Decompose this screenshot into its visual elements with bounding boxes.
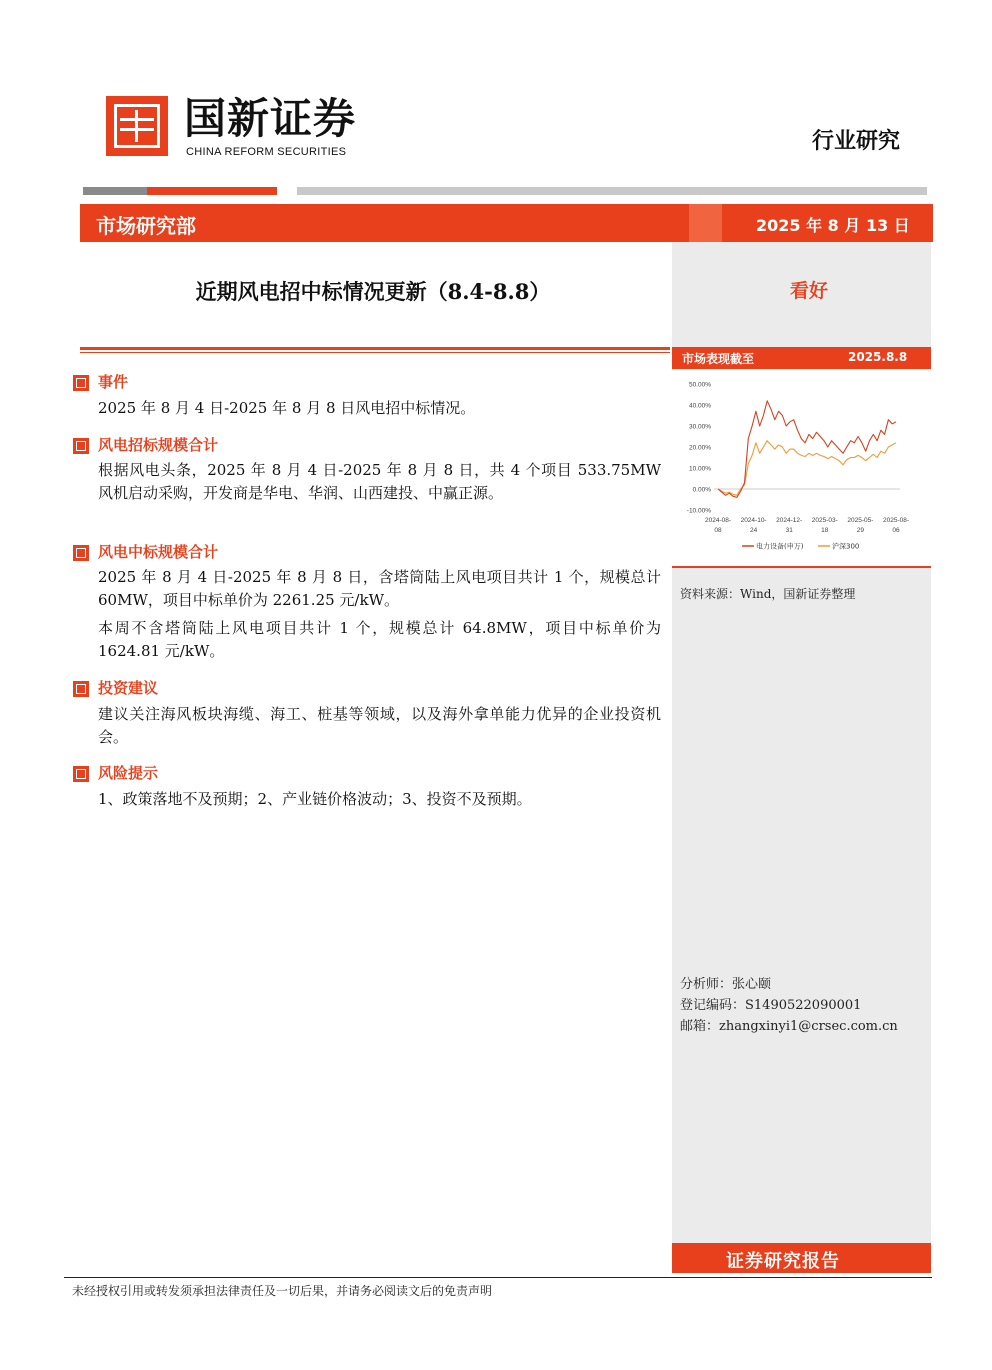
analyst-name: 分析师：张心颐 (680, 977, 772, 992)
x-tick-label: 2025-08- (882, 517, 910, 524)
title-rule (80, 347, 670, 350)
series-line (718, 401, 896, 498)
x-tick-label: 24 (749, 527, 758, 534)
report-title: 近期风电招中标情况更新（8.4-8.8） (195, 279, 551, 304)
footer-disclaimer: 未经授权引用或转发须承担法律责任及一切后果，并请务必阅读文后的免责声明 (72, 1284, 493, 1298)
y-tick-label: 30.00% (688, 423, 711, 431)
section-heading: 风电中标规模合计 (98, 543, 219, 561)
x-tick-label: 29 (856, 527, 865, 534)
analyst-reg: 登记编码：S1490522090001 (680, 998, 862, 1013)
section-icon (73, 375, 89, 391)
analyst-info (680, 974, 898, 1037)
performance-label: 市场表现截至 (682, 352, 755, 366)
y-tick-label: 40.00% (688, 402, 711, 410)
title-rule-thin (80, 352, 670, 353)
department-name: 市场研究部 (96, 214, 196, 238)
x-tick-label: 18 (821, 527, 829, 534)
rating: 看好 (790, 280, 829, 302)
market-chart-svg (672, 370, 931, 566)
section-paragraph: 本周不含塔筒陆上风电项目共计 1 个，规模总计 64.8MW，项目中标单价为 1624.81 元/kW。 (98, 619, 661, 660)
chart-rule (672, 566, 931, 568)
header-rule-dark (83, 187, 147, 195)
section-icon (73, 438, 89, 454)
header-rule-red (147, 187, 277, 195)
analyst-email[interactable]: 邮箱：zhangxinyi1@crsec.com.cn (680, 1019, 898, 1034)
section-paragraph: 建议关注海风板块海缆、海工、桩基等领域，以及海外拿单能力优异的企业投资机会。 (98, 705, 661, 746)
report-category: 行业研究 (812, 128, 901, 154)
header-rule-grey (297, 187, 927, 195)
y-tick-label: 10.00% (688, 465, 711, 473)
x-tick-label: 2024-12- (776, 517, 803, 524)
x-tick-label: 2024-08- (704, 517, 732, 524)
x-tick-label: 08 (714, 527, 722, 534)
x-tick-label: 06 (892, 527, 900, 534)
section-paragraph: 1、政策落地不及预期；2、产业链价格波动；3、投资不及预期。 (98, 790, 532, 808)
section-heading: 风电招标规模合计 (98, 436, 219, 454)
logo-text-cn: 国新证券 (184, 94, 357, 143)
section-heading: 事件 (98, 373, 129, 391)
section-icon (73, 545, 89, 561)
section-paragraph: 根据风电头条，2025 年 8 月 4 日-2025 年 8 月 8 日，共 4 个项目 533.75MW 风机启动采购，开发商是华电、华润、山西建投、中赢正源。 (98, 461, 661, 502)
section-icon (73, 766, 89, 782)
legend-label: 电力设备(申万) (756, 542, 804, 551)
series-line (718, 441, 896, 496)
y-tick-label: 0.00% (692, 486, 711, 494)
report-label: 证券研究报告 (726, 1251, 840, 1272)
section-heading: 投资建议 (98, 679, 159, 697)
x-tick-label: 2024-10- (740, 517, 767, 524)
logo-icon (106, 96, 168, 156)
footer-rule (64, 1277, 932, 1278)
section-heading: 风险提示 (98, 764, 159, 782)
band-divider (689, 204, 722, 242)
legend-label: 沪深300 (832, 542, 860, 551)
performance-date: 2025.8.8 (848, 350, 908, 364)
market-chart (672, 370, 931, 566)
chart-source: 资料来源：Wind，国新证券整理 (680, 587, 856, 601)
y-tick-label: 20.00% (688, 444, 711, 452)
section-paragraph: 2025 年 8 月 4 日-2025 年 8 月 8 日风电招中标情况。 (98, 399, 476, 417)
report-date: 2025 年 8 月 13 日 (756, 216, 910, 235)
x-tick-label: 2025-05- (847, 517, 874, 524)
section-icon (73, 681, 89, 697)
y-tick-label: -10.00% (686, 507, 711, 515)
x-tick-label: 2025-03- (811, 517, 838, 524)
section-paragraph: 2025 年 8 月 4 日-2025 年 8 月 8 日，含塔筒陆上风电项目共计 1 个，规模总计 60MW，项目中标单价为 2261.25 元/kW。 (98, 568, 661, 609)
x-tick-label: 31 (785, 527, 793, 534)
logo-text-en: CHINA REFORM SECURITIES (186, 146, 347, 158)
y-tick-label: 50.00% (688, 381, 711, 389)
